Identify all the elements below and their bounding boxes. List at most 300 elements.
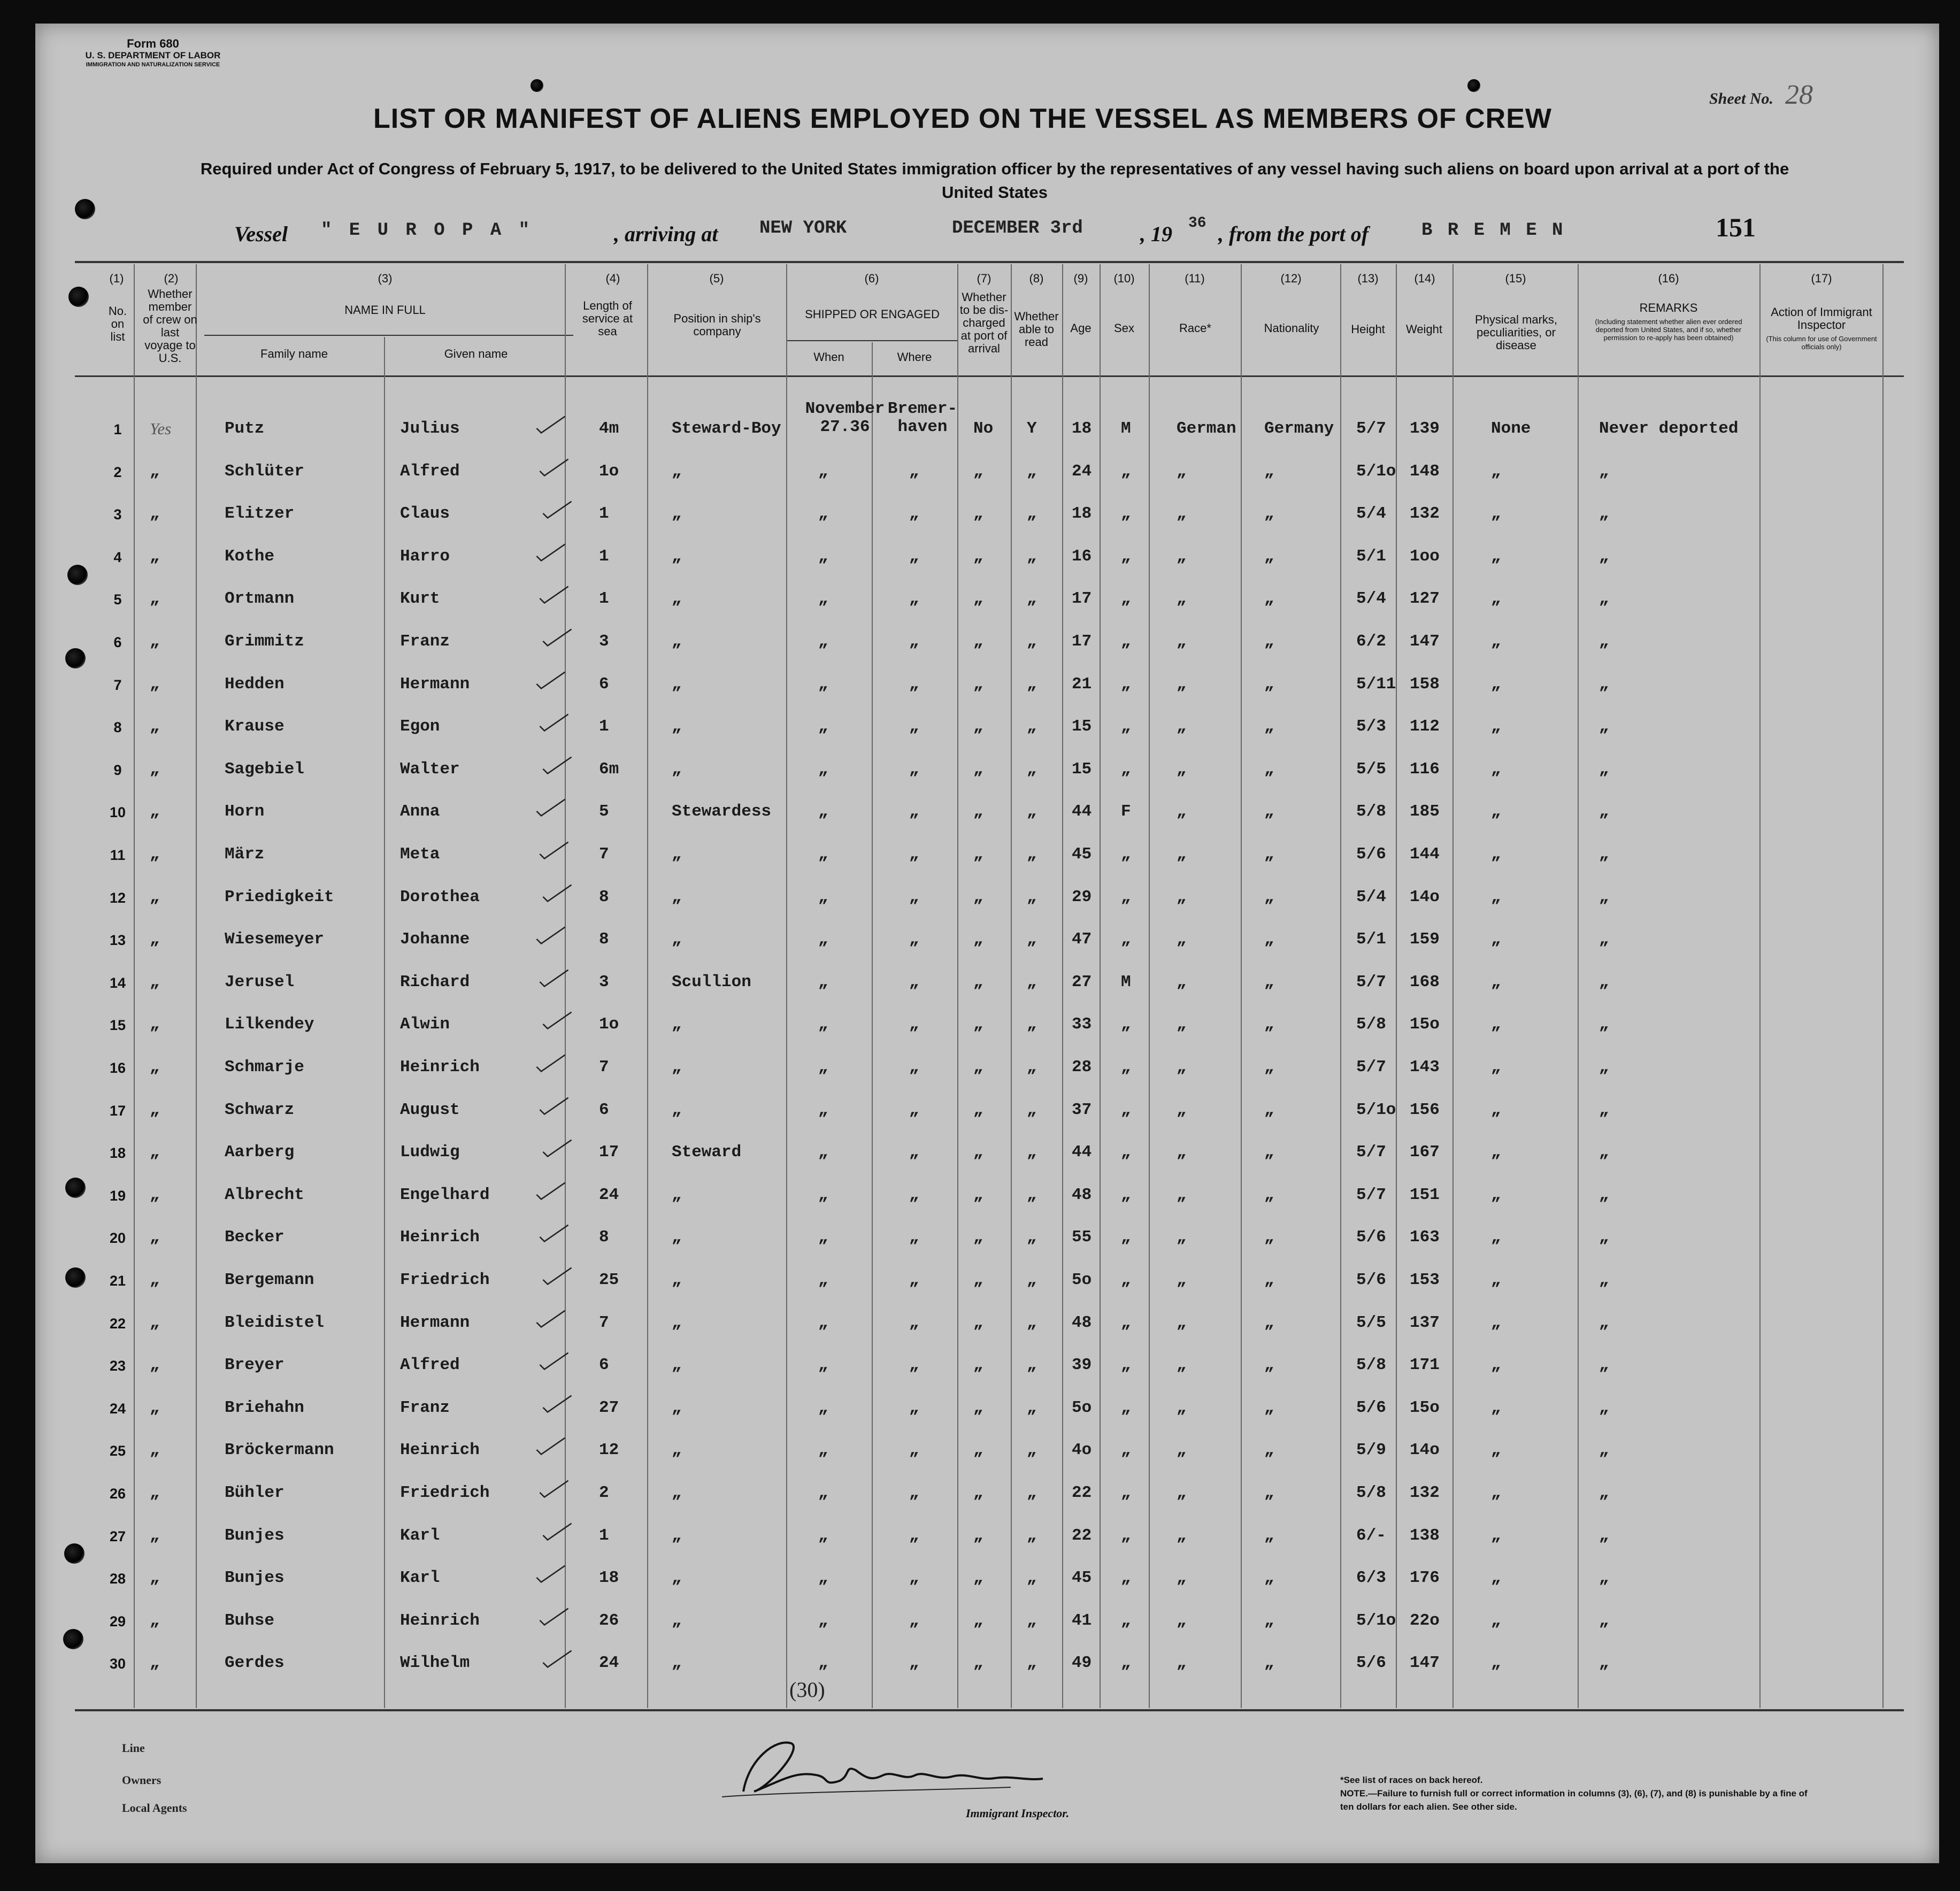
check-mark (541, 627, 573, 648)
row-physical-marks: „ (1491, 1015, 1501, 1034)
row-weight: 158 (1410, 675, 1440, 694)
column-divider (134, 264, 135, 1708)
row-shipped-where: „ (909, 589, 919, 608)
row-position: „ (672, 1186, 682, 1204)
row-weight: 15o (1410, 1398, 1440, 1417)
row-remarks: Never deported (1599, 419, 1739, 438)
row-weight: 185 (1410, 802, 1440, 821)
row-number: 18 (109, 1145, 126, 1161)
row-race: „ (1177, 1483, 1187, 1502)
fine-note: NOTE.—Failure to furnish full or correct information in columns (3), (6), (7), and (8) is punishable by a fine of ten dollars for each alien. See other side. (1340, 1788, 1808, 1812)
owners-label: Owners (122, 1773, 162, 1787)
row-physical-marks: „ (1491, 1101, 1501, 1119)
col1-header: No. on list (108, 304, 127, 343)
row-crew-cell: „ (150, 547, 160, 566)
row-given-name: Franz (400, 632, 450, 651)
row-discharged: No (973, 419, 994, 438)
row-sex: „ (1121, 845, 1131, 864)
row-able-to-read: „ (1027, 1569, 1037, 1587)
row-given-name: Alwin (400, 1015, 450, 1034)
row-age: 17 (1072, 632, 1092, 651)
row-discharged: „ (973, 632, 983, 651)
row-given-name: Alfred (400, 462, 460, 481)
row-nationality: „ (1264, 504, 1274, 523)
row-physical-marks: „ (1491, 888, 1501, 906)
row-age: 48 (1072, 1186, 1092, 1204)
row-crew-cell: „ (150, 1101, 160, 1119)
row-able-to-read: „ (1027, 1186, 1037, 1204)
row-height: 5/8 (1356, 802, 1386, 821)
row-height: 6/2 (1356, 632, 1386, 651)
check-mark (535, 797, 567, 818)
row-race: „ (1177, 888, 1187, 906)
punch-hole (64, 1543, 84, 1564)
row-remarks: „ (1599, 1483, 1609, 1502)
row-position: „ (672, 462, 682, 481)
row-able-to-read: „ (1027, 1441, 1037, 1459)
sheet-number: 28 (1785, 80, 1813, 110)
row-height: 5/3 (1356, 717, 1386, 736)
check-mark (535, 1435, 567, 1457)
row-able-to-read: „ (1027, 504, 1037, 523)
row-race: „ (1177, 717, 1187, 736)
row-age: 18 (1072, 504, 1092, 523)
row-service-length: 1 (599, 1526, 609, 1545)
row-height: 5/6 (1356, 1228, 1386, 1247)
row-number: 8 (113, 719, 122, 735)
column-divider (196, 264, 197, 1708)
row-crew-cell: „ (150, 589, 160, 608)
check-mark (538, 1350, 570, 1372)
row-nationality: „ (1264, 760, 1274, 779)
row-physical-marks: „ (1491, 1398, 1501, 1417)
row-age: 22 (1072, 1483, 1092, 1502)
check-mark (538, 967, 570, 989)
row-shipped-when: „ (818, 1015, 828, 1034)
row-family-name: Breyer (225, 1356, 285, 1374)
col1-number: (1) (109, 272, 124, 285)
row-shipped-when: „ (818, 930, 828, 949)
row-shipped-when: „ (818, 888, 828, 906)
col3a-header: Family name (260, 347, 328, 360)
row-weight: 137 (1410, 1313, 1440, 1332)
row-sex: „ (1121, 1101, 1131, 1119)
vessel-name: " E U R O P A " (321, 220, 533, 241)
row-discharged: „ (973, 1398, 983, 1417)
row-remarks: „ (1599, 504, 1609, 523)
row-position: „ (672, 504, 682, 523)
row-shipped-where: „ (909, 717, 919, 736)
row-shipped-where: „ (909, 760, 919, 779)
row-family-name: Bunjes (225, 1569, 285, 1587)
year-prefix: , 19 (1140, 222, 1172, 246)
form-number: Form 680 (127, 37, 179, 50)
row-shipped-when: „ (818, 1186, 828, 1204)
row-family-name: März (225, 845, 265, 864)
row-given-name: Engelhard (400, 1186, 490, 1204)
row-physical-marks: „ (1491, 589, 1501, 608)
row-height: 5/7 (1356, 1186, 1386, 1204)
row-service-length: 6 (599, 1356, 609, 1374)
row-discharged: „ (973, 1228, 983, 1247)
row-crew-cell: „ (150, 1569, 160, 1587)
row-service-length: 3 (599, 632, 609, 651)
col7-number: (7) (977, 272, 991, 285)
row-height: 5/1 (1356, 547, 1386, 566)
row-crew-cell: „ (150, 504, 160, 523)
punch-hole (63, 1629, 83, 1649)
local-agents-label: Local Agents (122, 1801, 187, 1815)
row-family-name: Buhse (225, 1611, 275, 1630)
row-nationality: „ (1264, 1186, 1274, 1204)
row-shipped-when: „ (818, 1398, 828, 1417)
row-height: 6/3 (1356, 1569, 1386, 1587)
row-able-to-read: „ (1027, 1526, 1037, 1545)
check-mark (535, 1052, 567, 1074)
row-shipped-when: „ (818, 1356, 828, 1374)
row-physical-marks: „ (1491, 1611, 1501, 1630)
row-shipped-when: „ (818, 1143, 828, 1162)
column-divider (1011, 264, 1012, 1708)
row-nationality: „ (1264, 1356, 1274, 1374)
row-age: 4o (1072, 1441, 1092, 1459)
row-sex: M (1121, 419, 1131, 438)
row-sex: „ (1121, 1313, 1131, 1332)
row-weight: 15o (1410, 1015, 1440, 1034)
row-shipped-where: Bremer- haven (887, 399, 958, 436)
row-height: 5/1o (1356, 462, 1396, 481)
row-sex: „ (1121, 462, 1131, 481)
row-position: Stewardess (672, 802, 772, 821)
row-family-name: Wiesemeyer (225, 930, 325, 949)
row-age: 29 (1072, 888, 1092, 906)
row-age: 55 (1072, 1228, 1092, 1247)
row-sex: „ (1121, 1441, 1131, 1459)
row-age: 28 (1072, 1058, 1092, 1077)
row-family-name: Lilkendey (225, 1015, 314, 1034)
row-service-length: 24 (599, 1654, 619, 1672)
row-able-to-read: „ (1027, 1143, 1037, 1162)
row-weight: 1oo (1410, 547, 1440, 566)
column-divider (957, 264, 958, 1708)
row-nationality: „ (1264, 973, 1274, 991)
row-discharged: „ (973, 717, 983, 736)
row-crew-cell: „ (150, 1186, 160, 1204)
row-shipped-where: „ (909, 1654, 919, 1672)
row-nationality: „ (1264, 589, 1274, 608)
row-shipped-where: „ (909, 1015, 919, 1034)
row-crew-cell: „ (150, 888, 160, 906)
row-physical-marks: „ (1491, 1228, 1501, 1247)
row-discharged: „ (973, 1143, 983, 1162)
row-height: 5/8 (1356, 1356, 1386, 1374)
row-discharged: „ (973, 1186, 983, 1204)
row-height: 5/5 (1356, 760, 1386, 779)
row-given-name: Johanne (400, 930, 470, 949)
row-physical-marks: „ (1491, 504, 1501, 523)
row-service-length: 8 (599, 1228, 609, 1247)
row-service-length: 1 (599, 717, 609, 736)
row-remarks: „ (1599, 675, 1609, 694)
row-shipped-where: „ (909, 1356, 919, 1374)
row-family-name: Schmarje (225, 1058, 304, 1077)
row-service-length: 18 (599, 1569, 619, 1587)
row-number: 15 (109, 1017, 126, 1033)
row-weight: 159 (1410, 930, 1440, 949)
row-race: „ (1177, 1271, 1187, 1289)
row-able-to-read: „ (1027, 1398, 1037, 1417)
row-race: „ (1177, 1015, 1187, 1034)
row-position: „ (672, 1313, 682, 1332)
col11-number: (11) (1185, 272, 1205, 285)
row-shipped-when: „ (818, 802, 828, 821)
row-shipped-where: „ (909, 930, 919, 949)
row-nationality: „ (1264, 547, 1274, 566)
row-age: 15 (1072, 760, 1092, 779)
row-number: 16 (109, 1060, 126, 1076)
row-nationality: „ (1264, 1483, 1274, 1502)
row-weight: 132 (1410, 1483, 1440, 1502)
register-number: 151 (1716, 212, 1756, 242)
row-family-name: Putz (225, 419, 265, 438)
col14-header: Weight (1405, 322, 1443, 336)
row-service-length: 3 (599, 973, 609, 991)
row-crew-cell: „ (150, 1313, 160, 1332)
col16-number: (16) (1658, 272, 1679, 285)
row-given-name: Dorothea (400, 888, 480, 906)
row-height: 5/6 (1356, 1654, 1386, 1672)
row-family-name: Briehahn (225, 1398, 304, 1417)
row-physical-marks: „ (1491, 845, 1501, 864)
punch-hole (531, 79, 543, 92)
check-mark (538, 1223, 570, 1244)
row-able-to-read: „ (1027, 973, 1037, 991)
row-shipped-when: „ (818, 504, 828, 523)
row-shipped-where: „ (909, 462, 919, 481)
service-name: IMMIGRATION AND NATURALIZATION SERVICE (86, 62, 220, 68)
row-physical-marks: „ (1491, 760, 1501, 779)
row-physical-marks: „ (1491, 1483, 1501, 1502)
row-number: 25 (109, 1443, 126, 1459)
row-physical-marks: „ (1491, 1356, 1501, 1374)
row-shipped-where: „ (909, 1526, 919, 1545)
row-weight: 153 (1410, 1271, 1440, 1289)
row-given-name: Heinrich (400, 1611, 480, 1630)
row-family-name: Jerusel (225, 973, 295, 991)
row-service-length: 6 (599, 1101, 609, 1119)
row-family-name: Bunjes (225, 1526, 285, 1545)
row-remarks: „ (1599, 1654, 1609, 1672)
col2-header: Whether member of crew on last voyage to U.S. (143, 287, 197, 365)
header-bottom-rule (75, 375, 1904, 377)
row-service-length: 27 (599, 1398, 619, 1417)
row-weight: 143 (1410, 1058, 1440, 1077)
row-age: 47 (1072, 930, 1092, 949)
row-position: „ (672, 1398, 682, 1417)
row-discharged: „ (973, 845, 983, 864)
department-name: U. S. DEPARTMENT OF LABOR (85, 50, 221, 60)
row-discharged: „ (973, 1058, 983, 1077)
row-family-name: Sagebiel (225, 760, 304, 779)
row-able-to-read: „ (1027, 1611, 1037, 1630)
row-service-length: 1 (599, 547, 609, 566)
row-shipped-when: „ (818, 973, 828, 991)
row-remarks: „ (1599, 1441, 1609, 1459)
col17-header: Action of Immigrant Inspector (1771, 305, 1872, 332)
row-service-length: 1o (599, 462, 619, 481)
row-number: 22 (109, 1316, 126, 1332)
row-age: 18 (1072, 419, 1092, 438)
row-physical-marks: „ (1491, 1271, 1501, 1289)
row-shipped-when: „ (818, 1611, 828, 1630)
col10-header: Sex (1114, 321, 1134, 335)
row-remarks: „ (1599, 462, 1609, 481)
check-mark (541, 882, 573, 904)
row-sex: M (1121, 973, 1131, 991)
col15-number: (15) (1505, 272, 1526, 285)
row-discharged: „ (973, 1356, 983, 1374)
column-divider (1100, 264, 1101, 1708)
row-race: „ (1177, 802, 1187, 821)
row-height: 5/4 (1356, 888, 1386, 906)
row-crew-cell: „ (150, 973, 160, 991)
column-divider (1241, 264, 1242, 1708)
col12-header: Nationality (1264, 321, 1319, 335)
row-given-name: Kurt (400, 589, 440, 608)
row-discharged: „ (973, 675, 983, 694)
row-family-name: Albrecht (225, 1186, 304, 1204)
row-able-to-read: „ (1027, 1228, 1037, 1247)
col17-note: (This column for use of Government officials only) (1766, 335, 1877, 351)
row-service-length: 7 (599, 1313, 609, 1332)
row-crew-cell: „ (150, 802, 160, 821)
row-discharged: „ (973, 504, 983, 523)
row-discharged: „ (973, 1271, 983, 1289)
row-height: 5/7 (1356, 1143, 1386, 1162)
row-position: „ (672, 717, 682, 736)
row-weight: 151 (1410, 1186, 1440, 1204)
row-weight: 163 (1410, 1228, 1440, 1247)
row-height: 5/1 (1356, 930, 1386, 949)
row-nationality: „ (1264, 1398, 1274, 1417)
row-shipped-when: „ (818, 632, 828, 651)
row-physical-marks: „ (1491, 717, 1501, 736)
row-family-name: Gerdes (225, 1654, 285, 1672)
inspector-label: Immigrant Inspector. (966, 1807, 1070, 1820)
punch-hole (1467, 79, 1480, 92)
row-crew-cell: „ (150, 1398, 160, 1417)
row-race: „ (1177, 1058, 1187, 1077)
row-able-to-read: „ (1027, 760, 1037, 779)
row-family-name: Hedden (225, 675, 285, 694)
row-physical-marks: „ (1491, 802, 1501, 821)
row-shipped-when: „ (818, 1483, 828, 1502)
row-race: „ (1177, 973, 1187, 991)
column-divider (1149, 264, 1150, 1708)
row-discharged: „ (973, 973, 983, 991)
col3-number: (3) (378, 272, 393, 285)
row-physical-marks: „ (1491, 547, 1501, 566)
col6a-header: When (813, 350, 844, 364)
row-service-length: 24 (599, 1186, 619, 1204)
row-position: „ (672, 930, 682, 949)
row-nationality: „ (1264, 1654, 1274, 1672)
row-family-name: Bleidistel (225, 1313, 325, 1332)
row-service-length: 25 (599, 1271, 619, 1289)
row-family-name: Bühler (225, 1483, 285, 1502)
row-position: „ (672, 1015, 682, 1034)
col4-number: (4) (605, 272, 620, 285)
row-shipped-when: November 27.36 (805, 399, 885, 436)
column-divider (1340, 264, 1341, 1708)
row-number: 27 (109, 1528, 126, 1544)
row-able-to-read: „ (1027, 1058, 1037, 1077)
row-weight: 132 (1410, 504, 1440, 523)
row-discharged: „ (973, 589, 983, 608)
shipped-subheader-rule (786, 340, 957, 341)
row-given-name: Anna (400, 802, 440, 821)
row-service-length: 17 (599, 1143, 619, 1162)
row-crew-cell: „ (150, 845, 160, 864)
row-discharged: „ (973, 888, 983, 906)
row-position: „ (672, 1526, 682, 1545)
row-age: 24 (1072, 462, 1092, 481)
row-service-length: 8 (599, 930, 609, 949)
row-height: 6/- (1356, 1526, 1386, 1545)
row-able-to-read: „ (1027, 675, 1037, 694)
col6-header: SHIPPED OR ENGAGED (805, 308, 940, 321)
row-discharged: „ (973, 802, 983, 821)
row-height: 5/5 (1356, 1313, 1386, 1332)
check-mark (541, 755, 573, 776)
row-race: „ (1177, 1654, 1187, 1672)
row-number: 29 (109, 1613, 126, 1629)
row-height: 5/7 (1356, 1058, 1386, 1077)
col10-number: (10) (1113, 272, 1135, 285)
row-sex: „ (1121, 1654, 1131, 1672)
row-race: „ (1177, 1526, 1187, 1545)
row-number: 17 (109, 1103, 126, 1119)
row-weight: 139 (1410, 419, 1440, 438)
column-divider (786, 264, 787, 1708)
row-shipped-where: „ (909, 675, 919, 694)
row-crew-cell: „ (150, 1228, 160, 1247)
row-given-name: Alfred (400, 1356, 460, 1374)
row-physical-marks: „ (1491, 973, 1501, 991)
row-weight: 171 (1410, 1356, 1440, 1374)
row-height: 5/6 (1356, 1398, 1386, 1417)
check-mark (541, 1521, 573, 1542)
row-number: 10 (109, 804, 126, 820)
row-given-name: Julius (400, 419, 460, 438)
row-race: „ (1177, 1441, 1187, 1459)
row-height: 5/8 (1356, 1015, 1386, 1034)
row-position: „ (672, 1228, 682, 1247)
check-mark (538, 840, 570, 861)
row-age: 41 (1072, 1611, 1092, 1630)
check-mark (538, 1606, 570, 1627)
row-given-name: Wilhelm (400, 1654, 470, 1672)
row-position: „ (672, 1271, 682, 1289)
row-age: 21 (1072, 675, 1092, 694)
row-nationality: „ (1264, 1441, 1274, 1459)
row-number: 21 (109, 1273, 126, 1289)
row-physical-marks: „ (1491, 632, 1501, 651)
row-remarks: „ (1599, 888, 1609, 906)
row-shipped-where: „ (909, 632, 919, 651)
row-weight: 14o (1410, 888, 1440, 906)
row-remarks: „ (1599, 1569, 1609, 1587)
